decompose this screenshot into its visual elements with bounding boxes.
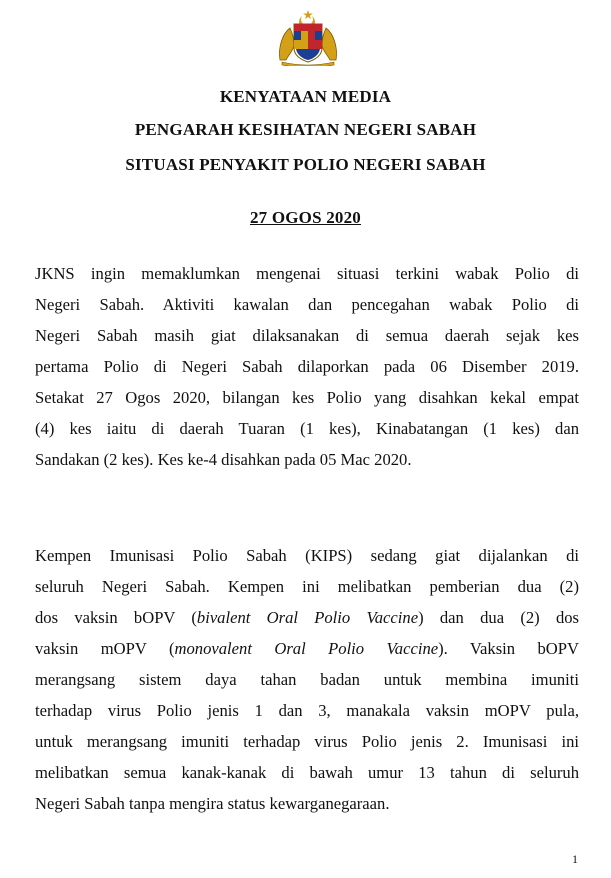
heading-subject: SITUASI PENYAKIT POLIO NEGERI SABAH <box>125 155 486 174</box>
paragraph-line: seluruh Negeri Sabah. Kempen ini melibatkan pemberian dua (2) <box>35 577 579 596</box>
paragraph-line: Negeri Sabah tanpa mengira status kewarganegaraan. <box>35 794 390 813</box>
paragraph-line: Kempen Imunisasi Polio Sabah (KIPS) sedang giat dijalankan di <box>35 546 579 565</box>
paragraph-text: vaksin mOPV ( <box>35 639 175 658</box>
paragraph-line: Setakat 27 Ogos 2020, bilangan kes Polio yang disahkan kekal empat <box>35 388 579 407</box>
paragraph-line: untuk merangsang imuniti terhadap virus Polio jenis 2. Imunisasi ini <box>35 732 579 751</box>
paragraph-line: JKNS ingin memaklumkan mengenai situasi terkini wabak Polio di <box>35 264 579 283</box>
paragraph-text: dos vaksin bOPV ( <box>35 608 197 627</box>
paragraph-line: (4) kes iaitu di daerah Tuaran (1 kes), Kinabatangan (1 kes) dan <box>35 419 579 438</box>
italic-term: bivalent Oral Polio Vaccine <box>196 608 419 627</box>
paragraph-line: Negeri Sabah. Aktiviti kawalan dan pencegahan wabak Polio di <box>35 295 579 314</box>
page-number: 1 <box>572 852 578 866</box>
paragraph-text: ) dan dua (2) dos <box>418 608 580 627</box>
heading-director: PENGARAH KESIHATAN NEGERI SABAH <box>134 120 477 139</box>
paragraph-line <box>35 602 579 633</box>
paragraph-line: melibatkan semua kanak-kanak di bawah umur 13 tahun di seluruh <box>35 763 579 782</box>
paragraph-immunisation-campaign <box>35 540 579 819</box>
paragraph-line: Negeri Sabah masih giat dilaksanakan di semua daerah sejak kes <box>35 326 579 345</box>
paragraph-line: merangsang sistem daya tahan badan untuk membina imuniti <box>35 670 579 689</box>
paragraph-text: ). Vaksin bOPV <box>438 639 579 658</box>
statement-date: 27 OGOS 2020 <box>249 208 362 227</box>
malaysia-coat-of-arms-icon <box>272 8 344 66</box>
paragraph-line <box>35 633 579 664</box>
heading-media-statement: KENYATAAN MEDIA <box>219 87 392 106</box>
paragraph-situation <box>35 258 579 475</box>
paragraph-line: Sandakan (2 kes). Kes ke-4 disahkan pada 05 Mac 2020. <box>35 450 412 469</box>
italic-term: monovalent Oral Polio Vaccine <box>174 639 439 658</box>
paragraph-line: terhadap virus Polio jenis 1 dan 3, manakala vaksin mOPV pula, <box>35 701 579 720</box>
paragraph-line: pertama Polio di Negeri Sabah dilaporkan pada 06 Disember 2019. <box>35 357 579 376</box>
